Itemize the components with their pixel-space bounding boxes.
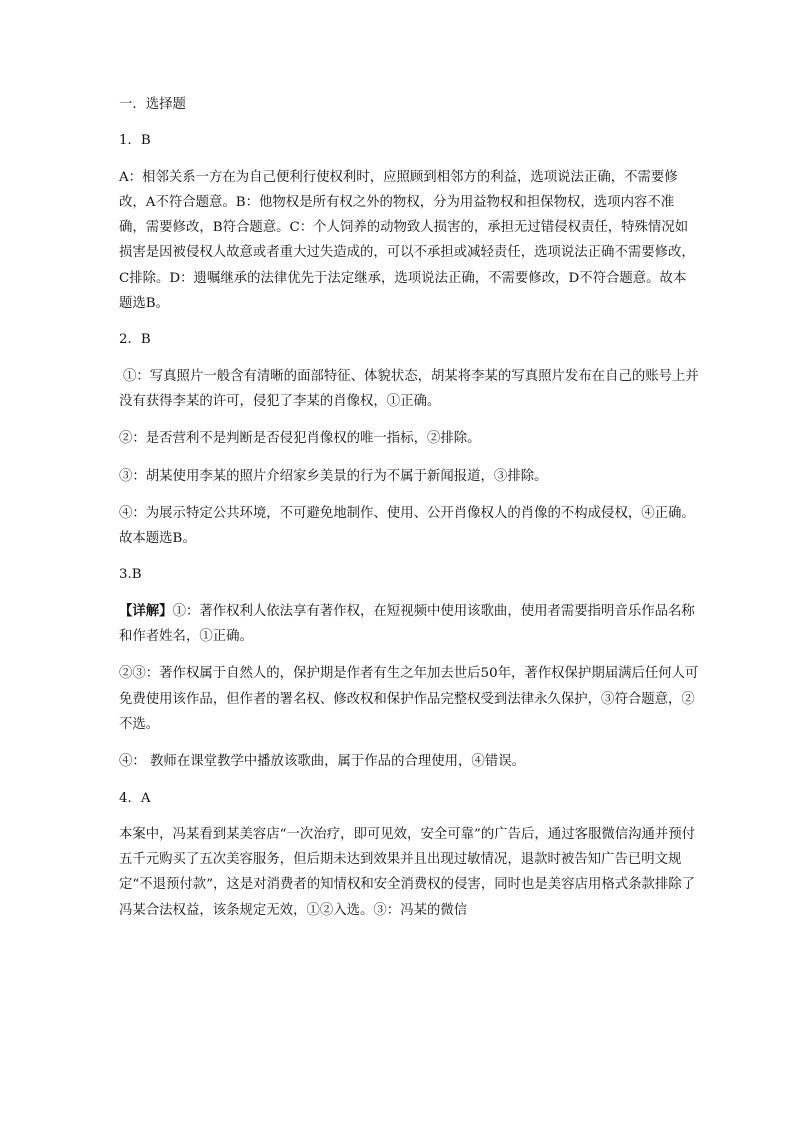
question-2-item-2: ②：是否营利不是判断是否侵犯肖像权的唯一指标，②排除。	[119, 431, 481, 447]
question-4-explanation: 本案中，冯某看到某美容店“一次治疗，即可见效，安全可靠”的广告后，通过客服微信沟通并预付五千元购买了五次美容服务，但后期未达到效果并且出现过敏情况，退款时被告知广告已明文规定“不退预付款”，这是对消费者的知情权和安全消费权的侵害，同时也是美容店用格式条款排除了冯某合法权益，该条规定无效，①②入选。③：冯某的微信	[119, 826, 696, 918]
question-3-item-3: ④： 教师在课堂教学中播放该歌曲，属于作品的合理使用，④错误。	[119, 754, 525, 770]
question-2-item-3: ③：胡某使用李某的照片介绍家乡美景的行为不属于新闻报道，③排除。	[119, 468, 548, 484]
section-title: 一．选择题	[119, 97, 186, 112]
document-body	[119, 92, 699, 923]
question-2-item-4: ④：为展示特定公共环境，不可避免地制作、使用、公开肖像权人的肖像的不构成侵权，④正确。故本题选B。	[119, 505, 695, 547]
question-3-item-2: ②③：著作权属于自然人的，保护期是作者有生之年加去世后50年，著作权保护期届满后任何人可免费使用该作品，但作者的署名权、修改权和保护作品完整权受到法律永久保护，③符合题意，②不选。	[119, 666, 699, 732]
question-4-answer: 4．A	[119, 790, 151, 806]
question-3-item-1-text: ①：著作权利人依法享有著作权，在短视频中使用该歌曲，使用者需要指明音乐作品名称和作者姓名，①正确。	[119, 603, 695, 645]
question-1-answer: 1．B	[119, 133, 151, 149]
question-2-item-1: ①：写真照片一般含有清晰的面部特征、体貌状态，胡某将李某的写真照片发布在自己的账号上并没有获得李某的许可，侵犯了李某的肖像权，①正确。	[119, 368, 699, 409]
question-2-answer: 2．B	[119, 332, 151, 348]
question-3-item-1	[119, 599, 699, 650]
detail-tag: 【详解】	[119, 602, 173, 619]
question-1-explanation: A：相邻关系一方在为自己便利行使权利时，应照顾到相邻方的利益，选项说法正确，不需要修改，A不符合题意。B：他物权是所有权之外的物权，分为用益物权和担保物权，选项内容不准确，需要修改，B符合题意。C：个人饲养的动物致人损害的，承担无过错侵权责任，特殊情况如损害是因被侵权人故意或者重大过失造成的，可以不承担或减轻责任，选项说法正确不需要修改，C排除。D：遗嘱继承的法律优先于法定继承，选项说法正确，不需要修改，D不符合题意。故本题选B。	[119, 169, 695, 312]
question-3-answer: 3.B	[119, 567, 142, 583]
